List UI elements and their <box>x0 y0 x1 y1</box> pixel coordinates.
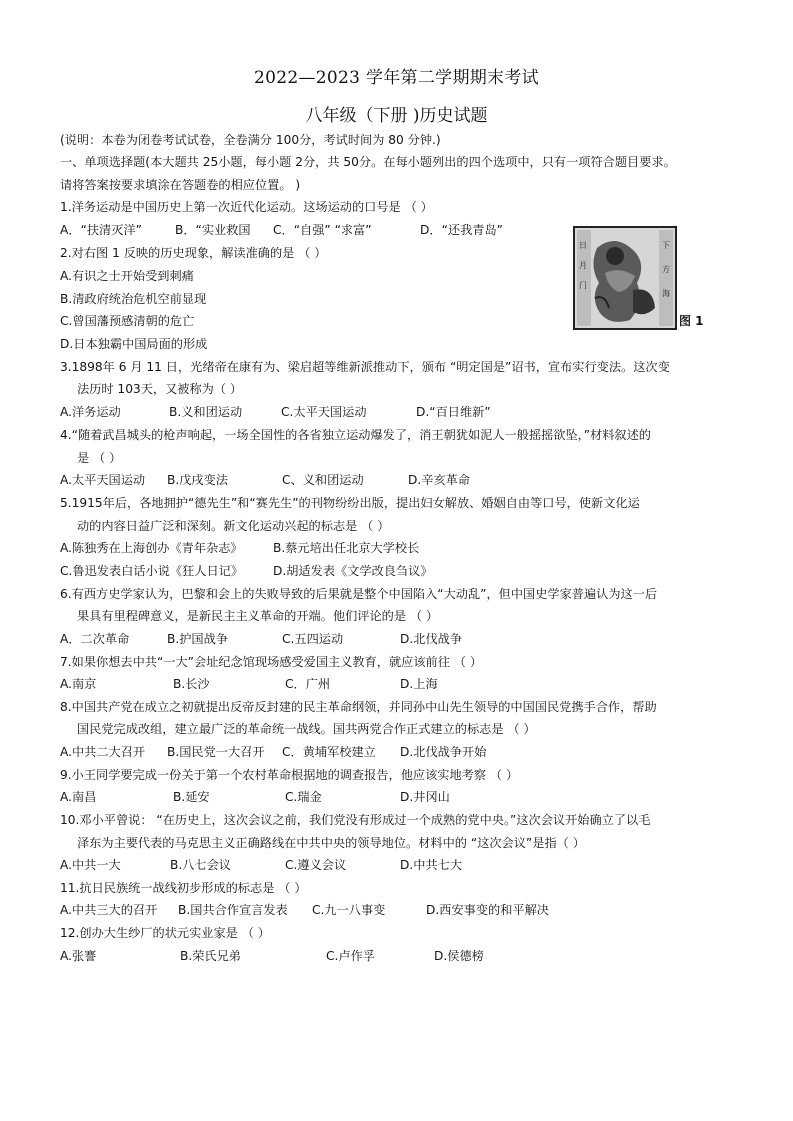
cartoon-drawing <box>575 228 675 328</box>
q1-stem: 1.洋务运动是中国历史上第一次近代化运动。这场运动的口号是 （ ） <box>60 200 433 214</box>
q1-option-c: C．“自强” “求富” <box>273 223 372 237</box>
q1-option-a: A．“扶清灭洋” <box>60 223 142 237</box>
q7-option-b: B.长沙 <box>173 677 210 691</box>
q12-option-c: C.卢作孚 <box>326 949 375 963</box>
q10-stem-line-2: 泽东为主要代表的马克思主义正确路线在中共中央的领导地位。材料中的 “这次会议”是指（ ） <box>77 836 585 850</box>
q10-option-a: A.中共一大 <box>60 858 121 872</box>
q7-option-a: A.南京 <box>60 677 97 691</box>
q6-option-d: D.北伐战争 <box>400 632 463 646</box>
q3-stem-line-1: 3.1898年 6 月 11 日，光绪帝在康有为、梁启超等维新派推动下，颁布 “明定国是”诏书，宣布实行变法。这次变 <box>60 360 670 374</box>
q4-option-d: D.辛亥革命 <box>408 473 471 487</box>
q9-option-d: D.井冈山 <box>400 790 450 804</box>
historical-cartoon-image <box>573 226 677 330</box>
svg-text:海: 海 <box>662 289 670 298</box>
q11-option-a: A.中共三大的召开 <box>60 903 158 917</box>
q10-option-c: C.遵义会议 <box>285 858 347 872</box>
q5-option-d: D.胡适发表《文学改良刍议》 <box>273 564 433 578</box>
q4-option-b: B.戊戌变法 <box>167 473 228 487</box>
q8-option-c: C．黄埔军校建立 <box>282 745 376 759</box>
q11-option-d: D.西安事变的和平解决 <box>426 903 549 917</box>
q2-option-c: C.曾国藩预感清朝的危亡 <box>60 314 195 328</box>
q3-option-c: C.太平天国运动 <box>281 405 367 419</box>
q1-option-d: D．“还我青岛” <box>420 223 503 237</box>
exam-instructions: (说明：本卷为闭卷考试试卷，全卷满分 100分，考试时间为 80 分钟.) <box>60 133 441 147</box>
q9-option-b: B.延安 <box>173 790 210 804</box>
q3-stem-line-2: 法历时 103天，又被称为（ ） <box>77 382 243 396</box>
q6-stem-line-1: 6.有西方史学家认为，巴黎和会上的失败导致的后果就是整个中国陷入“大动乱”，但中国史学家普遍认为这一后 <box>60 587 658 601</box>
q5-stem-line-2: 动的内容日益广泛和深刻。新文化运动兴起的标志是 （ ） <box>77 519 390 533</box>
q2-stem: 2.对右图 1 反映的历史现象，解读准确的是 （ ） <box>60 246 327 260</box>
svg-text:下: 下 <box>662 241 670 250</box>
q2-option-a: A.有识之士开始受到刺痛 <box>60 269 194 283</box>
q12-option-d: D.侯德榜 <box>434 949 484 963</box>
q7-stem: 7.如果你想去中共“一大”会址纪念馆现场感受爱国主义教育，就应该前往 （ ） <box>60 655 483 669</box>
q8-option-a: A.中共二大召开 <box>60 745 146 759</box>
q5-stem-line-1: 5.1915年后，各地拥护“德先生”和“赛先生”的刊物纷纷出版，提出妇女解放、婚姻自由等口号，使新文化运 <box>60 496 640 510</box>
q3-option-a: A.洋务运动 <box>60 405 121 419</box>
q11-option-c: C.九一八事变 <box>312 903 386 917</box>
svg-text:门: 门 <box>579 281 587 290</box>
q4-stem-line-2: 是 （ ） <box>77 451 122 465</box>
q7-option-d: D.上海 <box>400 677 438 691</box>
q7-option-c: C．广州 <box>285 677 331 691</box>
q8-option-b: B.国民党一大召开 <box>167 745 265 759</box>
exam-subtitle: 八年级（下册 )历史试题 <box>305 106 488 126</box>
svg-text:月: 月 <box>579 261 587 270</box>
svg-text:方: 方 <box>662 265 670 274</box>
q10-option-b: B.八七会议 <box>170 858 231 872</box>
q10-stem-line-1: 10.邓小平曾说： “在历史上，这次会议之前，我们党没有形成过一个成熟的党中央。”这次会议开始确立了以毛 <box>60 813 651 827</box>
q6-option-b: B.护国战争 <box>167 632 228 646</box>
q12-stem: 12.创办大生纱厂的状元实业家是 （ ） <box>60 926 270 940</box>
figure-caption: 图 1 <box>679 314 704 328</box>
q6-stem-line-2: 果具有里程碑意义，是新民主主义革命的开端。他们评论的是 （ ） <box>77 609 439 623</box>
q8-stem-line-1: 8.中国共产党在成立之初就提出反帝反封建的民主革命纲领，并同孙中山先生领导的中国国民党携手合作，帮助 <box>60 700 657 714</box>
q9-option-c: C.瑞金 <box>285 790 322 804</box>
q2-option-d: D.日本独霸中国局面的形成 <box>60 337 208 351</box>
q6-option-c: C.五四运动 <box>282 632 344 646</box>
q3-option-d: D.“百日维新” <box>416 405 491 419</box>
section-heading-line-2: 请将答案按要求填涂在答题卷的相应位置。 ) <box>60 178 301 192</box>
q4-option-c: C、义和团运动 <box>282 473 364 487</box>
svg-text:日: 日 <box>579 241 587 250</box>
q12-option-a: A.张謇 <box>60 949 97 963</box>
q10-option-d: D.中共七大 <box>400 858 463 872</box>
q8-option-d: D.北伐战争开始 <box>400 745 487 759</box>
q6-option-a: A．二次革命 <box>60 632 130 646</box>
q9-option-a: A.南昌 <box>60 790 97 804</box>
q1-option-b: B．“实业救国 <box>175 223 251 237</box>
q11-stem: 11.抗日民族统一战线初步形成的标志是 （ ） <box>60 881 307 895</box>
q5-option-b: B.蔡元培出任北京大学校长 <box>273 541 420 555</box>
q12-option-b: B.荣氏兄弟 <box>180 949 241 963</box>
q3-option-b: B.义和团运动 <box>169 405 243 419</box>
q2-option-b: B.清政府统治危机空前显现 <box>60 292 207 306</box>
q4-stem-line-1: 4.“随着武昌城头的枪声响起，一场全国性的各省独立运动爆发了，消王朝犹如泥人一般摇摇欲坠，”材料叙述的 <box>60 428 651 442</box>
q9-stem: 9.小王同学要完成一份关于第一个农村革命根据地的调查报告，他应该实地考察 （ ） <box>60 768 519 782</box>
q8-stem-line-2: 国民党完成改组，建立最广泛的革命统一战线。国共两党合作正式建立的标志是 （ ） <box>77 722 536 736</box>
section-heading-line-1: 一、单项选择题(本大题共 25小题，每小题 2分，共 50分。在每小题列出的四个选项中，只有一项符合题目要求。 <box>60 155 676 169</box>
exam-title: 2022—2023 学年第二学期期末考试 <box>254 68 539 88</box>
q4-option-a: A.太平天国运动 <box>60 473 146 487</box>
q11-option-b: B.国共合作宣言发表 <box>178 903 288 917</box>
q5-option-a: A.陈独秀在上海创办《青年杂志》 <box>60 541 243 555</box>
q5-option-c: C.鲁迅发表白话小说《狂人日记》 <box>60 564 244 578</box>
